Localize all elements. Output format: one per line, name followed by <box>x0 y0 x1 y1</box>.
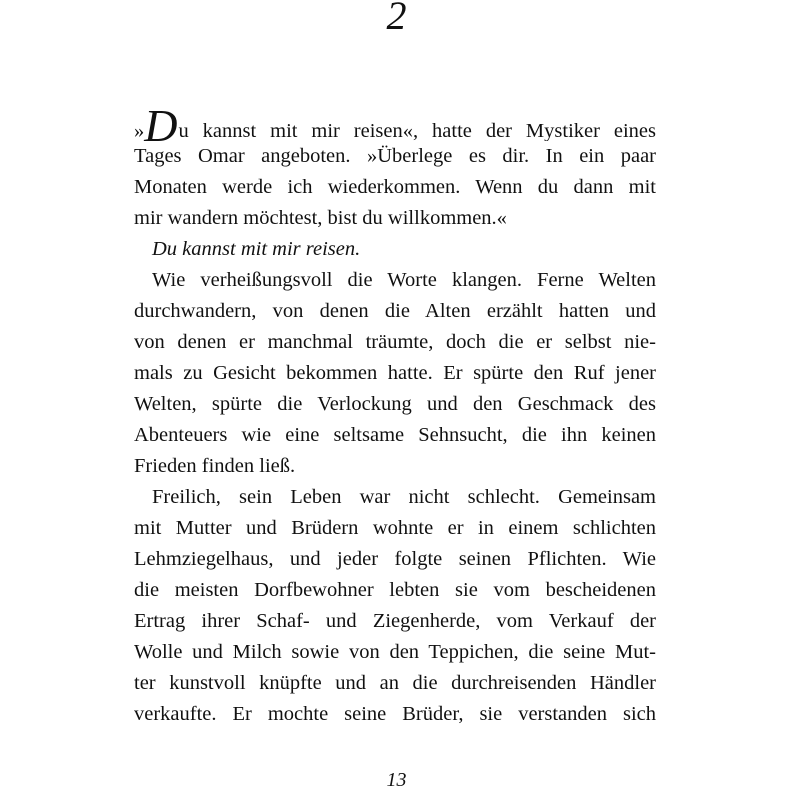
text-line: mir wandern möchtest, bist du willkommen.« <box>134 207 507 229</box>
text-line-italic: Du kannst mit mir reisen. <box>152 238 361 260</box>
text-line: Wie verheißungsvoll die Worte klangen. Ferne Welten <box>152 269 656 291</box>
text-line: verkaufte. Er mochte seine Brüder, sie verstanden sich <box>134 703 656 725</box>
text-line: Frieden finden ließ. <box>134 455 296 477</box>
text-line: Abenteuers wie eine seltsame Sehnsucht, die ihn keinen <box>134 424 656 446</box>
text-line-rest: u kannst mit mir reisen«, hatte der Mystiker eines <box>178 120 656 141</box>
text-line: Ertrag ihrer Schaf- und Ziegenherde, vom Verkauf der <box>134 610 656 632</box>
text-line: Wolle und Milch sowie von den Teppichen, die seine Mut- <box>134 641 656 663</box>
text-line: Lehmziegelhaus, und jeder folgte seinen Pflichten. Wie <box>134 548 656 570</box>
page-number: 13 <box>386 769 407 791</box>
text-line: Tages Omar angeboten. »Überlege es dir. In ein paar <box>134 145 656 167</box>
opening-quote: » <box>134 120 145 141</box>
text-line: von denen er manchmal träumte, doch die er selbst nie- <box>134 331 656 353</box>
chapter-number: 2 <box>386 0 407 38</box>
body-text <box>134 110 656 730</box>
text-line: durchwandern, von denen die Alten erzählt hatten und <box>134 300 656 322</box>
text-line: mit Mutter und Brüdern wohnte er in einem schlichten <box>134 517 656 539</box>
text-line: die meisten Dorfbewohner lebten sie vom bescheidenen <box>134 579 656 601</box>
drop-cap: D <box>144 110 178 141</box>
text-line: Welten, spürte die Verlockung und den Geschmack des <box>134 393 656 415</box>
text-line: mals zu Gesicht bekommen hatte. Er spürte den Ruf jener <box>134 362 656 384</box>
text-line: ter kunstvoll knüpfte und an die durchreisenden Händler <box>134 672 656 694</box>
text-line <box>134 110 656 141</box>
text-line: Freilich, sein Leben war nicht schlecht. Gemeinsam <box>152 486 656 508</box>
text-line: Monaten werde ich wiederkommen. Wenn du dann mit <box>134 176 656 198</box>
